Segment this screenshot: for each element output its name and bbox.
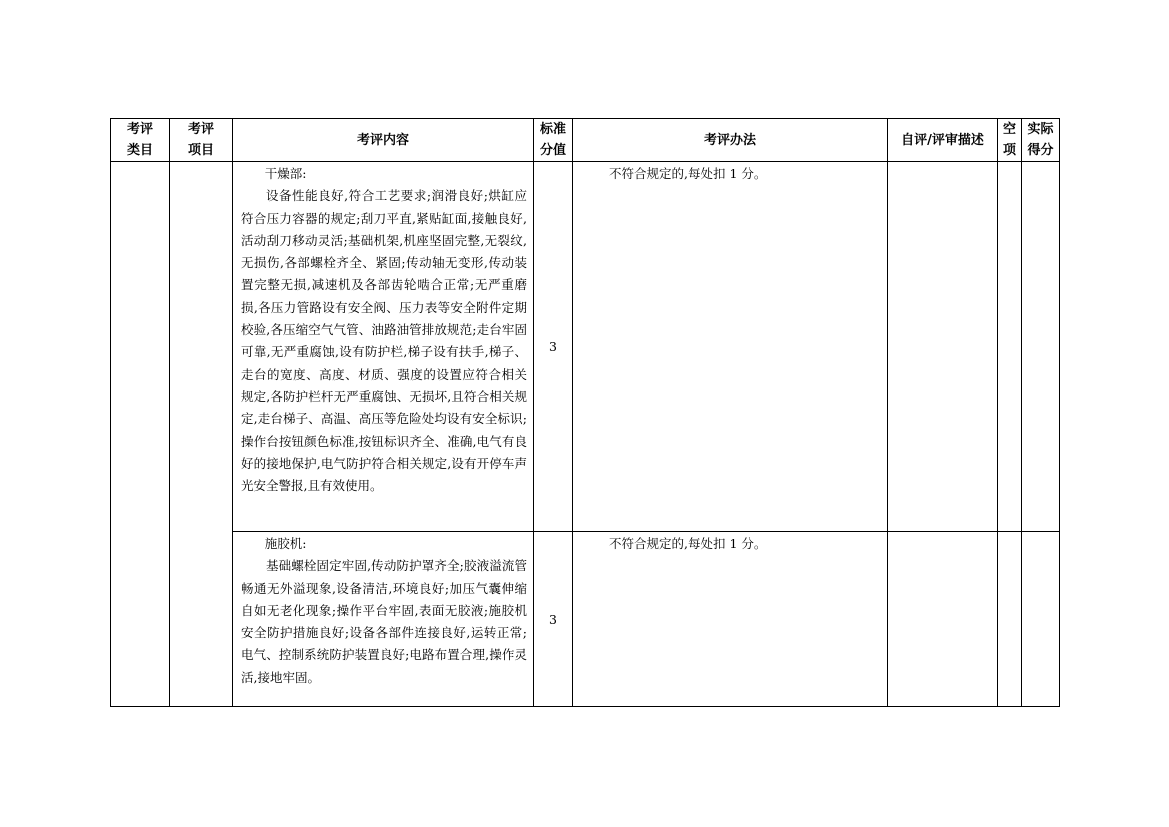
content-title: 干燥部: <box>264 166 307 181</box>
method-cell: 不符合规定的,每处扣 1 分。 <box>573 532 888 707</box>
header-standard-score: 标准分值 <box>534 119 573 162</box>
header-category: 考评类目 <box>111 119 170 162</box>
score-cell: 3 <box>534 532 573 707</box>
blank-cell[interactable] <box>998 532 1022 707</box>
content-body: 设备性能良好,符合工艺要求;润滑良好;烘缸应符合压力容器的规定;刮刀平直,紧贴缸面,接触良好,活动刮刀移动灵活;基础机架,机座坚固完整,无裂纹,无损伤,各部螺栓齐全、紧固;传动轴无变形,传动装置完整无损,减速机及各部齿轮啮合正常;无严重磨损,各压力管路设有安全阀、压力表等安全附件定期校验,各压缩空气气管、油路油管排放规范;走台牢固可靠,无严重腐蚀,设有防护栏,梯子设有扶手,梯子、走台的宽度、高度、材质、强度的设置应符合相关规定,各防护栏杆无严重腐蚀、无损坏,且符合相关规定,走台梯子、高温、高压等危险处均设有安全标识;操作台按钮颜色标准,按钮标识齐全、准确,电气有良好的接地保护,电气防护符合相关规定,设有开停车声光安全警报,且有效使用。 <box>241 188 527 494</box>
evaluation-table <box>110 118 1060 707</box>
header-row <box>111 119 1060 162</box>
item-cell <box>170 162 233 707</box>
header-self-review: 自评/评审描述 <box>888 119 998 162</box>
method-cell: 不符合规定的,每处扣 1 分。 <box>573 162 888 532</box>
header-method: 考评办法 <box>573 119 888 162</box>
content-body: 基础螺栓固定牢固,传动防护罩齐全;胶液溢流管畅通无外溢现象,设备清洁,环境良好;加压气囊伸缩自如无老化现象;操作平台牢固,表面无胶液;施胶机安全防护措施良好;设备各部件连接良好,运转正常;电气、控制系统防护装置良好;电路布置合理,操作灵活,接地牢固。 <box>241 558 527 685</box>
content-title: 施胶机: <box>264 536 307 551</box>
table-row <box>111 532 1060 707</box>
header-blank: 空项 <box>998 119 1022 162</box>
content-cell <box>233 532 534 707</box>
self-review-cell[interactable] <box>888 532 998 707</box>
self-review-cell[interactable] <box>888 162 998 532</box>
table-row <box>111 162 1060 532</box>
header-content: 考评内容 <box>233 119 534 162</box>
actual-score-cell[interactable] <box>1022 162 1060 532</box>
blank-cell[interactable] <box>998 162 1022 532</box>
content-cell <box>233 162 534 532</box>
actual-score-cell[interactable] <box>1022 532 1060 707</box>
score-cell: 3 <box>534 162 573 532</box>
header-actual-score: 实际得分 <box>1022 119 1060 162</box>
header-item: 考评项目 <box>170 119 233 162</box>
category-cell <box>111 162 170 707</box>
